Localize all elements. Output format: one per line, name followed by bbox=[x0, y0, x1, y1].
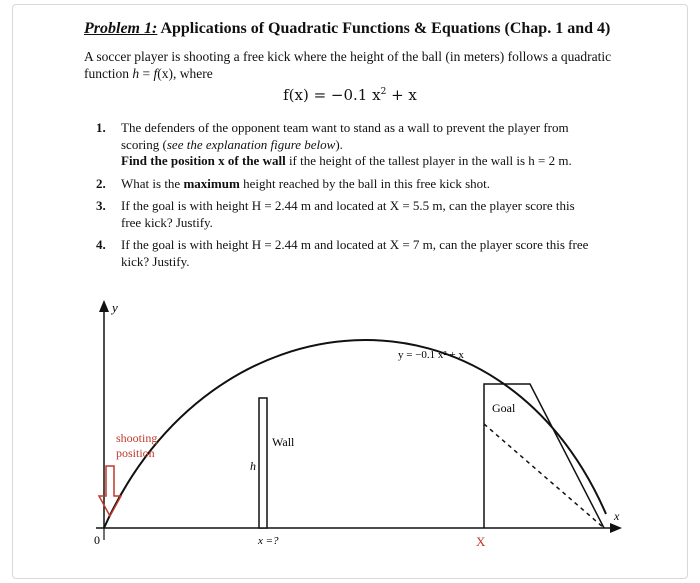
question-3: 3. If the goal is with height H = 2.44 m and located at X = 5.5 m, can the player score this free kick? Justify. bbox=[96, 198, 575, 230]
ball-trajectory-curve bbox=[104, 340, 606, 528]
intro-line-1: A soccer player is shooting a free kick where the height of the ball (in meters) follows a quadratic bbox=[84, 49, 612, 64]
goal-position-label: X bbox=[476, 534, 486, 549]
goal-label: Goal bbox=[492, 401, 516, 415]
y-axis-label: y bbox=[112, 300, 118, 315]
curve-equation-label: y = −0.1 x² + x bbox=[398, 349, 464, 361]
question-1: 1. The defenders of the opponent team want to stand as a wall to prevent the player from scoring (see the explanation figure below). Find the position x of the wall if the height of the tallest player in the wall is h = 2 m. bbox=[96, 120, 572, 168]
x-axis-label: x bbox=[614, 509, 620, 523]
wall-label: Wall bbox=[272, 435, 295, 449]
shooting-label-line1: shooting bbox=[116, 431, 158, 445]
question-4: 4. If the goal is with height H = 2.44 m and located at X = 7 m, can the player score this free kick? Justify. bbox=[96, 237, 589, 269]
wall-height-label: h bbox=[250, 459, 256, 473]
y-axis-arrowhead bbox=[99, 300, 109, 312]
shooting-arrow-icon bbox=[99, 466, 121, 516]
wall-rectangle bbox=[259, 398, 267, 528]
shooting-label-line2: position bbox=[116, 446, 155, 460]
wall-position-label: x =? bbox=[258, 535, 279, 547]
problem-number: Problem 1: bbox=[84, 20, 158, 37]
question-2: 2. What is the maximum height reached by the ball in this free kick shot. bbox=[96, 175, 490, 191]
problem-heading: Applications of Quadratic Functions & Equations (Chap. 1 and 4) bbox=[160, 20, 611, 37]
x-axis-arrowhead bbox=[610, 523, 622, 533]
origin-label: 0 bbox=[94, 533, 100, 547]
quadratic-formula: f(x) = −0.1 $x^2 + x$ bbox=[283, 86, 417, 104]
intro-line-2: function h = f(x), where bbox=[84, 66, 213, 81]
